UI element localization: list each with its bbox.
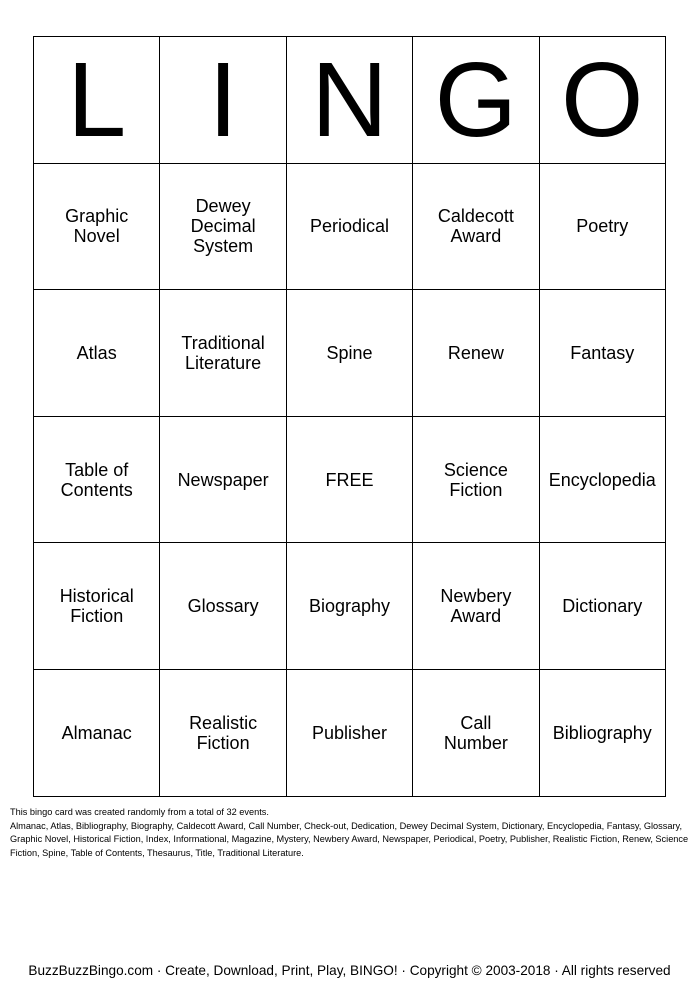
bingo-cell-label: Caldecott Award	[437, 206, 514, 247]
bingo-cell	[413, 669, 539, 796]
bingo-cell-label: Call Number	[443, 712, 508, 753]
bingo-cell	[286, 543, 412, 670]
header-row	[34, 37, 666, 164]
footnote-event-list: Almanac, Atlas, Bibliography, Biography, Caldecott Award, Call Number, Check-out, Dedication, Dewey Decimal System, Dictionary, Encyclopedia, Fantasy, Glossary, Graphic Novel, Historical Fiction, Index, Informational, Magazine, Mystery, Newbery Award, Newspaper, Periodical, Poetry, Publisher, Realistic Fiction, Renew, Science Fiction, Spine, Table of Contents, Thesaurus, Title, Traditional Literature.	[10, 820, 689, 858]
bingo-row-1	[34, 163, 666, 290]
bingo-cell	[160, 416, 286, 543]
bingo-cell	[160, 290, 286, 417]
header-letter-n: N	[286, 37, 412, 164]
bingo-cell	[413, 163, 539, 290]
bingo-cell	[413, 290, 539, 417]
header-letter-o: O	[539, 37, 665, 164]
bingo-cell	[34, 290, 160, 417]
page-footer	[0, 963, 699, 978]
bingo-cell	[539, 416, 665, 543]
site-link[interactable]: BuzzBuzzBingo.com	[28, 963, 154, 978]
bingo-cell-label: Encyclopedia	[548, 469, 656, 490]
bingo-cell-label: Dictionary	[562, 596, 643, 617]
bingo-cell	[34, 543, 160, 670]
bingo-cell	[34, 163, 160, 290]
bingo-cell	[286, 669, 412, 796]
bingo-cell-label: Fantasy	[570, 342, 635, 363]
bingo-cell	[286, 290, 412, 417]
bingo-cell-label: Newspaper	[177, 469, 269, 490]
bingo-cell-label: Dewey Decimal System	[190, 196, 256, 257]
bingo-cell-label: Graphic Novel	[65, 206, 129, 247]
bingo-card	[33, 36, 666, 797]
bingo-row-2	[34, 290, 666, 417]
footer-tagline: · Create, Download, Print, Play, BINGO! · Copyright © 2003-2018 · All rights reserved	[153, 963, 671, 978]
bingo-cell	[539, 543, 665, 670]
bingo-cell-label: Almanac	[61, 722, 132, 743]
header-letter-l: L	[34, 37, 160, 164]
bingo-cell-label: Periodical	[309, 216, 389, 237]
bingo-cell-label: Atlas	[76, 342, 117, 363]
bingo-cell-label: Biography	[308, 596, 390, 617]
bingo-row-4	[34, 543, 666, 670]
free-space-label: FREE	[325, 469, 374, 490]
bingo-cell-label: Traditional Literature	[181, 332, 265, 373]
bingo-cell	[160, 543, 286, 670]
bingo-cell-label: Glossary	[187, 596, 259, 617]
bingo-cell-label: Bibliography	[552, 722, 652, 743]
bingo-cell	[286, 163, 412, 290]
bingo-cell	[539, 669, 665, 796]
bingo-cell-label: Newbery Award	[440, 586, 512, 627]
free-space-cell	[286, 416, 412, 543]
bingo-cell-label: Table of Contents	[60, 459, 133, 500]
bingo-cell-label: Science Fiction	[443, 459, 508, 500]
header-letter-g: G	[413, 37, 539, 164]
footnote-intro: This bingo card was created randomly from a total of 32 events.	[10, 807, 269, 817]
bingo-cell	[160, 163, 286, 290]
bingo-cell	[413, 543, 539, 670]
bingo-cell	[34, 669, 160, 796]
bingo-cell-label: Poetry	[576, 216, 629, 237]
bingo-cell	[539, 290, 665, 417]
bingo-row-3	[34, 416, 666, 543]
bingo-cell	[413, 416, 539, 543]
bingo-cell	[34, 416, 160, 543]
bingo-cell-label: Renew	[447, 342, 504, 363]
bingo-cell	[539, 163, 665, 290]
bingo-cell-label: Historical Fiction	[59, 586, 134, 627]
bingo-row-5	[34, 669, 666, 796]
bingo-cell-label: Realistic Fiction	[189, 712, 258, 753]
header-letter-i: I	[160, 37, 286, 164]
bingo-cell-label: Spine	[326, 342, 373, 363]
card-footnote	[10, 806, 694, 860]
bingo-cell	[160, 669, 286, 796]
bingo-cell-label: Publisher	[311, 722, 387, 743]
